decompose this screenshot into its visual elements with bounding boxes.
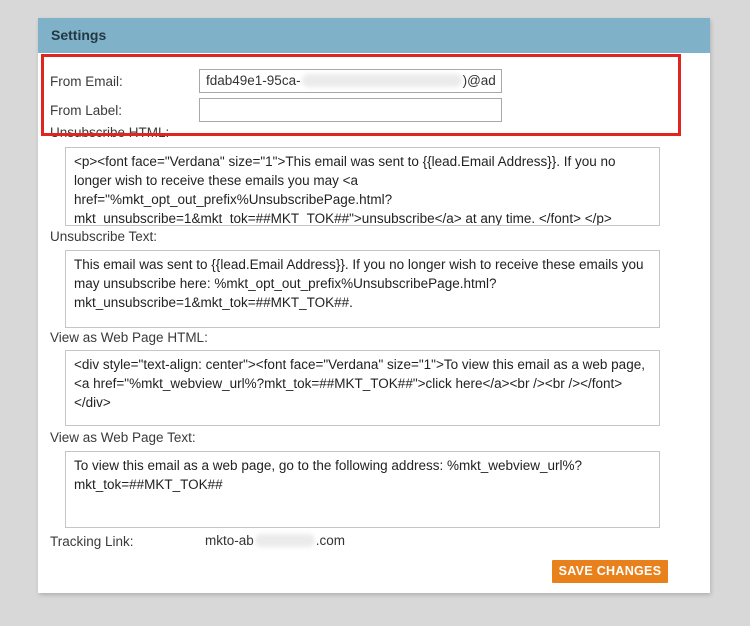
- save-changes-button[interactable]: SAVE CHANGES: [552, 560, 668, 583]
- from-email-row: [50, 69, 710, 93]
- panel-title: Settings: [51, 27, 107, 43]
- unsubscribe-html-textarea[interactable]: [65, 147, 660, 226]
- from-label-row: [50, 98, 710, 122]
- unsubscribe-text-label: Unsubscribe Text:: [50, 229, 158, 244]
- tracking-link-row: [50, 532, 710, 550]
- from-label-input[interactable]: [199, 98, 502, 122]
- from-email-input[interactable]: [199, 69, 502, 93]
- tracking-value-prefix: mkto-ab: [205, 533, 254, 549]
- view-as-web-page-text-label: View as Web Page Text:: [50, 430, 196, 445]
- unsubscribe-text-textarea[interactable]: [65, 250, 660, 328]
- unsubscribe-html-label: Unsubscribe HTML:: [50, 125, 170, 140]
- view-as-web-page-text-textarea[interactable]: [65, 451, 660, 528]
- panel-header: [38, 18, 710, 53]
- panel-body: [38, 53, 710, 593]
- redacted-blur-patch: [302, 74, 462, 87]
- settings-panel: [38, 18, 710, 593]
- view-as-web-page-html-label: View as Web Page HTML:: [50, 330, 208, 345]
- from-email-value-suffix: )@ad: [462, 73, 496, 88]
- from-email-value-prefix: fdab49e1-95ca-: [206, 73, 301, 88]
- highlight-annotation-rectangle: [41, 54, 681, 136]
- from-label-label: From Label:: [50, 102, 123, 118]
- view-as-web-page-html-textarea[interactable]: [65, 350, 660, 426]
- tracking-value-suffix: .com: [315, 533, 346, 549]
- tracking-link-label: Tracking Link:: [50, 533, 134, 549]
- from-email-label: From Email:: [50, 73, 123, 89]
- redacted-blur-patch: [255, 534, 315, 547]
- tracking-link-value: [205, 533, 345, 549]
